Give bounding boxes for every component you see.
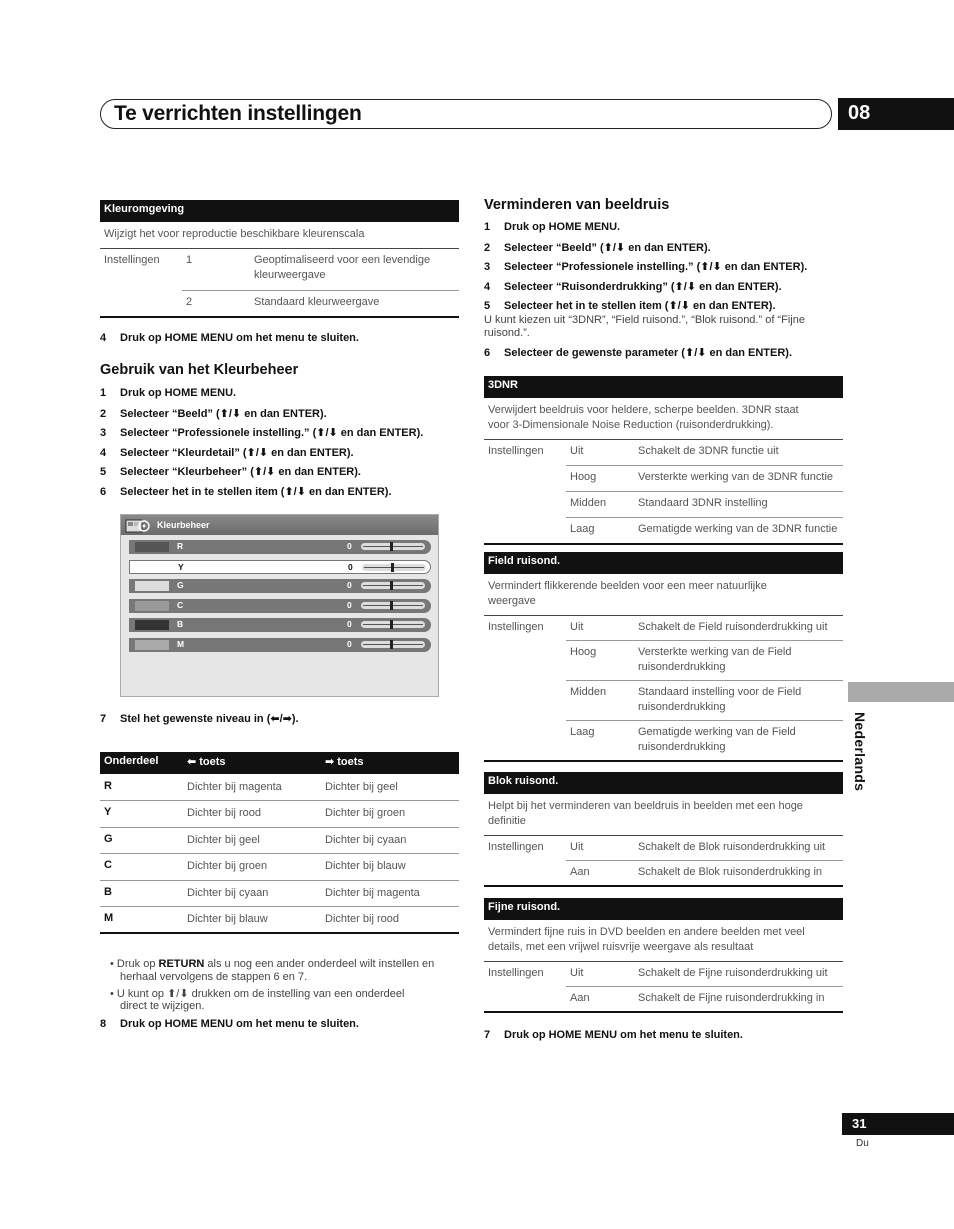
option-text: Geoptimaliseerd voor een levendige <box>254 254 431 266</box>
color-swatch <box>135 542 169 552</box>
option-name: Uit <box>570 967 584 979</box>
divider <box>566 986 843 987</box>
option-name: Aan <box>570 866 590 878</box>
step-item: 2 Selecteer “Beeld” (⬆/⬇ en dan ENTER). <box>100 407 327 420</box>
option-desc: ruisonderdrukking <box>638 741 726 753</box>
osd-title: Kleurbeheer <box>157 520 210 530</box>
divider <box>566 491 843 492</box>
step-item: 6 Selecteer het in te stellen item (⬆/⬇ en dan ENTER). <box>100 486 392 498</box>
step-item: 5 Selecteer “Kleurbeheer” (⬆/⬇ en dan ENTER). <box>100 466 361 479</box>
slider-knob[interactable] <box>390 542 393 551</box>
divider <box>566 517 843 518</box>
option-text: kleurweergave <box>254 269 326 281</box>
option-name: Midden <box>570 686 607 698</box>
table-desc: Verwijdert beeldruis voor heldere, scherpe beelden. 3DNR staat <box>488 404 799 416</box>
option-number: 2 <box>186 296 193 308</box>
option-desc: Versterkte werking van de Field <box>638 646 792 658</box>
setting-label: Instellingen <box>104 254 160 266</box>
osd-row-label: C <box>177 599 184 610</box>
col-header: Onderdeel <box>104 755 159 767</box>
row-key: B <box>104 885 112 898</box>
option-name: Laag <box>570 726 595 738</box>
row-left-value: Dichter bij geel <box>187 833 260 846</box>
divider <box>566 860 843 861</box>
table-row <box>100 774 459 800</box>
osd-row-label: Y <box>178 561 184 572</box>
divider <box>484 615 843 616</box>
section-title-beeldruis: Verminderen van beeldruis <box>484 197 670 213</box>
osd-row-c[interactable] <box>129 599 431 613</box>
slider-knob[interactable] <box>390 640 393 649</box>
page-number: 31 <box>842 1113 954 1135</box>
osd-row-label: G <box>177 580 184 591</box>
option-name: Laag <box>570 523 595 535</box>
option-desc: Schakelt de Fijne ruisonderdrukking in <box>638 992 825 1004</box>
option-name: Hoog <box>570 471 597 483</box>
row-left-value: Dichter bij blauw <box>187 913 268 925</box>
osd-row-m[interactable] <box>129 638 431 652</box>
divider <box>484 543 843 545</box>
kleuromgeving-table-title: Kleuromgeving <box>100 200 459 222</box>
table-row <box>100 906 459 932</box>
level-slider[interactable] <box>362 564 426 571</box>
setting-label: Instellingen <box>488 841 544 853</box>
divider <box>100 248 459 249</box>
divider <box>566 680 843 681</box>
slider-knob[interactable] <box>391 563 394 572</box>
step-item: 3 Selecteer “Professionele instelling.” (⬆/⬇ en dan ENTER). <box>100 427 424 440</box>
row-left-value: Dichter bij magenta <box>187 781 282 793</box>
color-palette-icon <box>125 517 151 533</box>
row-right-value: Dichter bij cyaan <box>325 833 407 846</box>
osd-row-r[interactable] <box>129 540 431 554</box>
table-title: 3DNR <box>484 376 843 398</box>
option-desc: Schakelt de Blok ruisonderdrukking in <box>638 866 823 878</box>
osd-row-label: M <box>177 639 185 649</box>
option-desc: Schakelt de 3DNR functie uit <box>638 445 779 457</box>
chapter-number: 08 <box>838 98 954 130</box>
slider-knob[interactable] <box>390 601 393 610</box>
table-desc: details, met een vrijwel ruisvrije weergave als resultaat <box>488 941 754 953</box>
option-name: Uit <box>570 445 584 457</box>
osd-row-value: 0 <box>347 599 352 610</box>
option-text: Standaard kleurweergave <box>254 296 380 308</box>
option-desc: ruisonderdrukking <box>638 661 726 673</box>
step-item: 3 Selecteer “Professionele instelling.” (⬆/⬇ en dan ENTER). <box>484 261 808 274</box>
bullet-note-cont: direct te wijzigen. <box>120 1000 205 1012</box>
color-swatch <box>135 581 169 591</box>
osd-row-g[interactable] <box>129 579 431 593</box>
osd-row-value: 0 <box>347 619 352 630</box>
osd-row-value: 0 <box>347 541 352 551</box>
setting-label: Instellingen <box>488 621 544 633</box>
row-right-value: Dichter bij groen <box>325 807 406 820</box>
slider-knob[interactable] <box>390 620 393 629</box>
osd-row-value: 0 <box>347 639 352 649</box>
bullet-note: • Druk op RETURN als u nog een ander onderdeel wilt instellen en <box>110 958 435 970</box>
table-row <box>100 800 459 826</box>
divider <box>566 465 843 466</box>
slider-knob[interactable] <box>390 581 393 590</box>
divider <box>484 439 843 440</box>
step-item: 1 Druk op HOME MENU. <box>484 221 621 233</box>
osd-row-value: 0 <box>347 580 352 591</box>
row-key: Y <box>104 806 112 819</box>
divider <box>182 290 459 291</box>
setting-label: Instellingen <box>488 445 544 457</box>
option-desc: ruisonderdrukking <box>638 701 726 713</box>
bullet-note: • U kunt op ⬆/⬇ drukken om de instelling van een onderdeel <box>110 988 405 1000</box>
table-desc: Vermindert fijne ruis in DVD beelden en andere beelden met veel <box>488 926 805 938</box>
option-desc: Schakelt de Fijne ruisonderdrukking uit <box>638 967 828 979</box>
row-left-value: Dichter bij rood <box>187 807 261 820</box>
row-right-value: Dichter bij magenta <box>325 886 420 899</box>
level-slider[interactable] <box>361 641 425 648</box>
color-swatch <box>135 640 169 650</box>
step-item: 7 Druk op HOME MENU om het menu te sluiten. <box>484 1029 743 1041</box>
osd-row-y[interactable] <box>129 560 431 574</box>
bullet-note-cont: herhaal vervolgens de stappen 6 en 7. <box>120 971 308 983</box>
osd-row-label: R <box>177 541 184 551</box>
divider <box>566 640 843 641</box>
option-name: Hoog <box>570 646 597 658</box>
step-item: 4 Druk op HOME MENU om het menu te sluiten. <box>100 332 359 344</box>
section-title-kleurbeheer: Gebruik van het Kleurbeheer <box>100 362 299 378</box>
table-desc: Helpt bij het verminderen van beeldruis in beelden met een hoge <box>488 800 803 812</box>
option-desc: Schakelt de Field ruisonderdrukking uit <box>638 621 828 633</box>
divider <box>484 885 843 887</box>
language-tab <box>848 682 954 702</box>
step-item: 6 Selecteer de gewenste parameter (⬆/⬇ en dan ENTER). <box>484 347 793 359</box>
row-key: M <box>104 912 114 924</box>
row-left-value: Dichter bij cyaan <box>187 886 269 899</box>
language-label: Nederlands <box>852 712 868 792</box>
color-swatch <box>135 601 169 611</box>
table-title: Blok ruisond. <box>484 772 843 794</box>
option-name: Midden <box>570 497 607 509</box>
osd-row-value: 0 <box>348 561 353 572</box>
table-title: Field ruisond. <box>484 552 843 574</box>
setting-label: Instellingen <box>488 967 544 979</box>
step-item: 4 Selecteer “Ruisonderdrukking” (⬆/⬇ en dan ENTER). <box>484 280 782 293</box>
col-header: ⬅ toets <box>187 756 226 768</box>
level-slider[interactable] <box>361 621 425 628</box>
kleuromgeving-desc: Wijzigt het voor reproductie beschikbare kleurenscala <box>104 228 365 240</box>
divider <box>484 961 843 962</box>
step-item: 4 Selecteer “Kleurdetail” (⬆/⬇ en dan ENTER). <box>100 446 354 459</box>
language-code: Du <box>856 1138 869 1149</box>
level-slider[interactable] <box>361 543 425 550</box>
option-name: Uit <box>570 841 584 853</box>
note-text: U kunt kiezen uit “3DNR”, “Field ruisond.”, “Blok ruisond.” of “Fijne <box>484 314 805 326</box>
table-row <box>100 827 459 853</box>
color-swatch <box>135 620 169 630</box>
step-item: 2 Selecteer “Beeld” (⬆/⬇ en dan ENTER). <box>484 241 711 254</box>
note-text: ruisond.”. <box>484 327 530 339</box>
osd-row-b[interactable] <box>129 618 431 632</box>
divider <box>484 1011 843 1013</box>
step-item: 1 Druk op HOME MENU. <box>100 387 237 399</box>
option-desc: Gematigde werking van de 3DNR functie <box>638 523 838 535</box>
level-slider[interactable] <box>361 582 425 589</box>
step-item: 8 Druk op HOME MENU om het menu te sluiten. <box>100 1018 359 1030</box>
divider <box>566 720 843 721</box>
row-key: R <box>104 780 112 792</box>
option-number: 1 <box>186 254 193 266</box>
table-desc: weergave <box>488 595 536 607</box>
option-desc: Schakelt de Blok ruisonderdrukking uit <box>638 841 826 853</box>
row-key: G <box>104 832 113 845</box>
row-right-value: Dichter bij blauw <box>325 860 406 873</box>
color-swatch <box>136 563 170 573</box>
row-right-value: Dichter bij rood <box>325 913 399 925</box>
option-name: Uit <box>570 621 584 633</box>
table-row <box>100 853 459 879</box>
step-item: 5 Selecteer het in te stellen item (⬆/⬇ en dan ENTER). <box>484 300 776 313</box>
table-desc: definitie <box>488 815 526 827</box>
row-key: C <box>104 859 112 872</box>
option-desc: Standaard 3DNR instelling <box>638 497 768 509</box>
level-slider[interactable] <box>361 602 425 609</box>
row-left-value: Dichter bij groen <box>187 860 268 873</box>
page-title: Te verrichten instellingen <box>114 102 362 125</box>
col-header: ➡ toets <box>325 756 364 768</box>
option-desc: Standaard instelling voor de Field <box>638 686 802 698</box>
table-desc: voor 3-Dimensionale Noise Reduction (ruisonderdrukking). <box>488 419 774 431</box>
table-title: Fijne ruisond. <box>484 898 843 920</box>
divider <box>484 835 843 836</box>
option-name: Aan <box>570 992 590 1004</box>
option-desc: Versterkte werking van de 3DNR functie <box>638 471 834 483</box>
divider <box>100 932 459 934</box>
option-desc: Gematigde werking van de Field <box>638 726 796 738</box>
osd-row-label: B <box>177 619 184 630</box>
table-row <box>100 880 459 906</box>
divider <box>484 760 843 762</box>
step-item: 7 Stel het gewenste niveau in (⬅/➡). <box>100 713 299 725</box>
table-desc: Vermindert flikkerende beelden voor een meer natuurlijke <box>488 580 767 592</box>
row-right-value: Dichter bij geel <box>325 781 398 793</box>
divider <box>100 316 459 318</box>
